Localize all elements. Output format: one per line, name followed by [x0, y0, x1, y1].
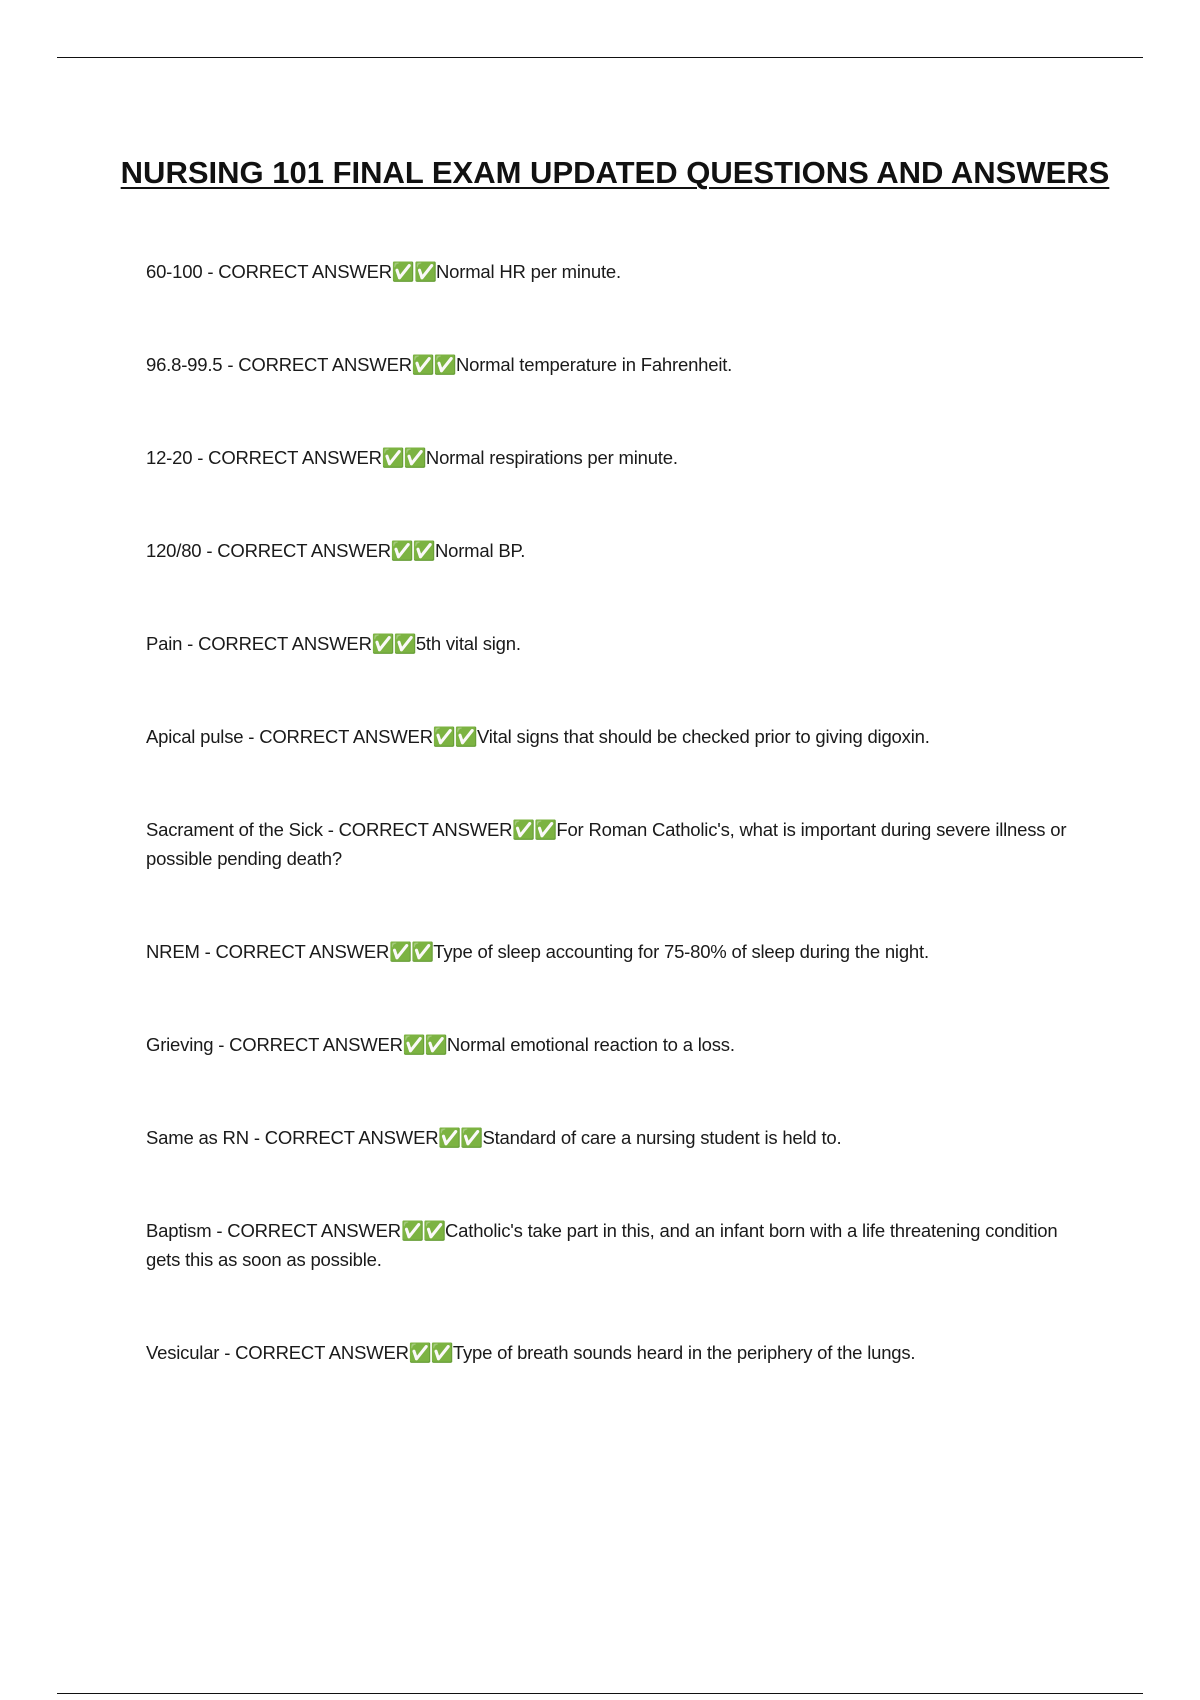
qa-item [146, 536, 1086, 565]
qa-item [146, 937, 1086, 966]
check-marks-icon: ✅✅ [512, 819, 557, 840]
qa-separator: - CORRECT ANSWER [219, 1342, 409, 1363]
qa-list [146, 257, 1086, 1367]
qa-item [146, 1030, 1086, 1059]
qa-separator: - CORRECT ANSWER [199, 941, 390, 962]
qa-term: Sacrament of the Sick [146, 819, 323, 840]
check-marks-icon: ✅✅ [411, 354, 456, 375]
check-marks-icon: ✅✅ [391, 261, 436, 282]
check-marks-icon: ✅✅ [432, 726, 477, 747]
qa-item [146, 257, 1086, 286]
check-marks-icon: ✅✅ [400, 1220, 446, 1241]
check-marks-icon: ✅✅ [390, 540, 435, 561]
qa-definition: Normal temperature in Fahrenheit. [455, 354, 733, 375]
check-marks-icon: ✅✅ [408, 1342, 453, 1363]
qa-term: Baptism [146, 1220, 212, 1241]
qa-separator: - CORRECT ANSWER [222, 354, 412, 375]
qa-separator: - CORRECT ANSWER [213, 1034, 403, 1055]
qa-definition: Type of breath sounds heard in the periphery of the lungs. [452, 1342, 916, 1363]
qa-definition: Normal emotional reaction to a loss. [446, 1034, 735, 1055]
qa-definition: Type of sleep accounting for 75-80% of sleep during the night. [433, 941, 929, 962]
qa-item [146, 1338, 1086, 1367]
qa-definition: Normal HR per minute. [435, 261, 621, 282]
check-marks-icon: ✅✅ [438, 1127, 483, 1148]
qa-item [146, 1216, 1086, 1274]
qa-term: Vesicular [146, 1342, 220, 1363]
qa-separator: - CORRECT ANSWER [243, 726, 433, 747]
qa-definition: Standard of care a nursing student is held to. [482, 1127, 842, 1148]
qa-item [146, 722, 1086, 751]
check-marks-icon: ✅✅ [389, 941, 434, 962]
qa-term: 96.8-99.5 [146, 354, 223, 375]
qa-item [146, 1123, 1086, 1152]
check-marks-icon: ✅✅ [371, 633, 416, 654]
qa-definition: Vital signs that should be checked prior to giving digoxin. [476, 726, 930, 747]
qa-term: 60-100 [146, 261, 203, 282]
qa-item [146, 443, 1086, 472]
qa-item [146, 815, 1086, 873]
top-rule [57, 57, 1143, 58]
qa-term: Same as RN [146, 1127, 249, 1148]
qa-definition: Normal BP. [434, 540, 526, 561]
qa-separator: - CORRECT ANSWER [322, 819, 513, 840]
qa-definition: Catholic's take part in this, and an infant born with a life threatening condition gets this as soon as possible. [146, 1220, 1058, 1270]
qa-separator: - CORRECT ANSWER [201, 540, 391, 561]
qa-term: Apical pulse [146, 726, 244, 747]
qa-term: Pain [146, 633, 183, 654]
document-title: NURSING 101 FINAL EXAM UPDATED QUESTIONS AND ANSWERS [120, 155, 1110, 190]
qa-term: 12-20 [146, 447, 193, 468]
qa-term: Grieving [146, 1034, 214, 1055]
qa-term: 120/80 [146, 540, 202, 561]
check-marks-icon: ✅✅ [381, 447, 426, 468]
qa-separator: - CORRECT ANSWER [202, 261, 392, 282]
qa-definition: Normal respirations per minute. [425, 447, 678, 468]
bottom-rule [57, 1693, 1143, 1694]
qa-item [146, 629, 1086, 658]
qa-item [146, 350, 1086, 379]
check-marks-icon: ✅✅ [402, 1034, 447, 1055]
qa-separator: - CORRECT ANSWER [211, 1220, 401, 1241]
qa-definition: For Roman Catholic's, what is important during severe illness or possible pending death? [146, 819, 1067, 869]
qa-term: NREM [146, 941, 200, 962]
qa-separator: - CORRECT ANSWER [192, 447, 382, 468]
qa-definition: 5th vital sign. [415, 633, 521, 654]
qa-separator: - CORRECT ANSWER [182, 633, 372, 654]
qa-separator: - CORRECT ANSWER [248, 1127, 439, 1148]
